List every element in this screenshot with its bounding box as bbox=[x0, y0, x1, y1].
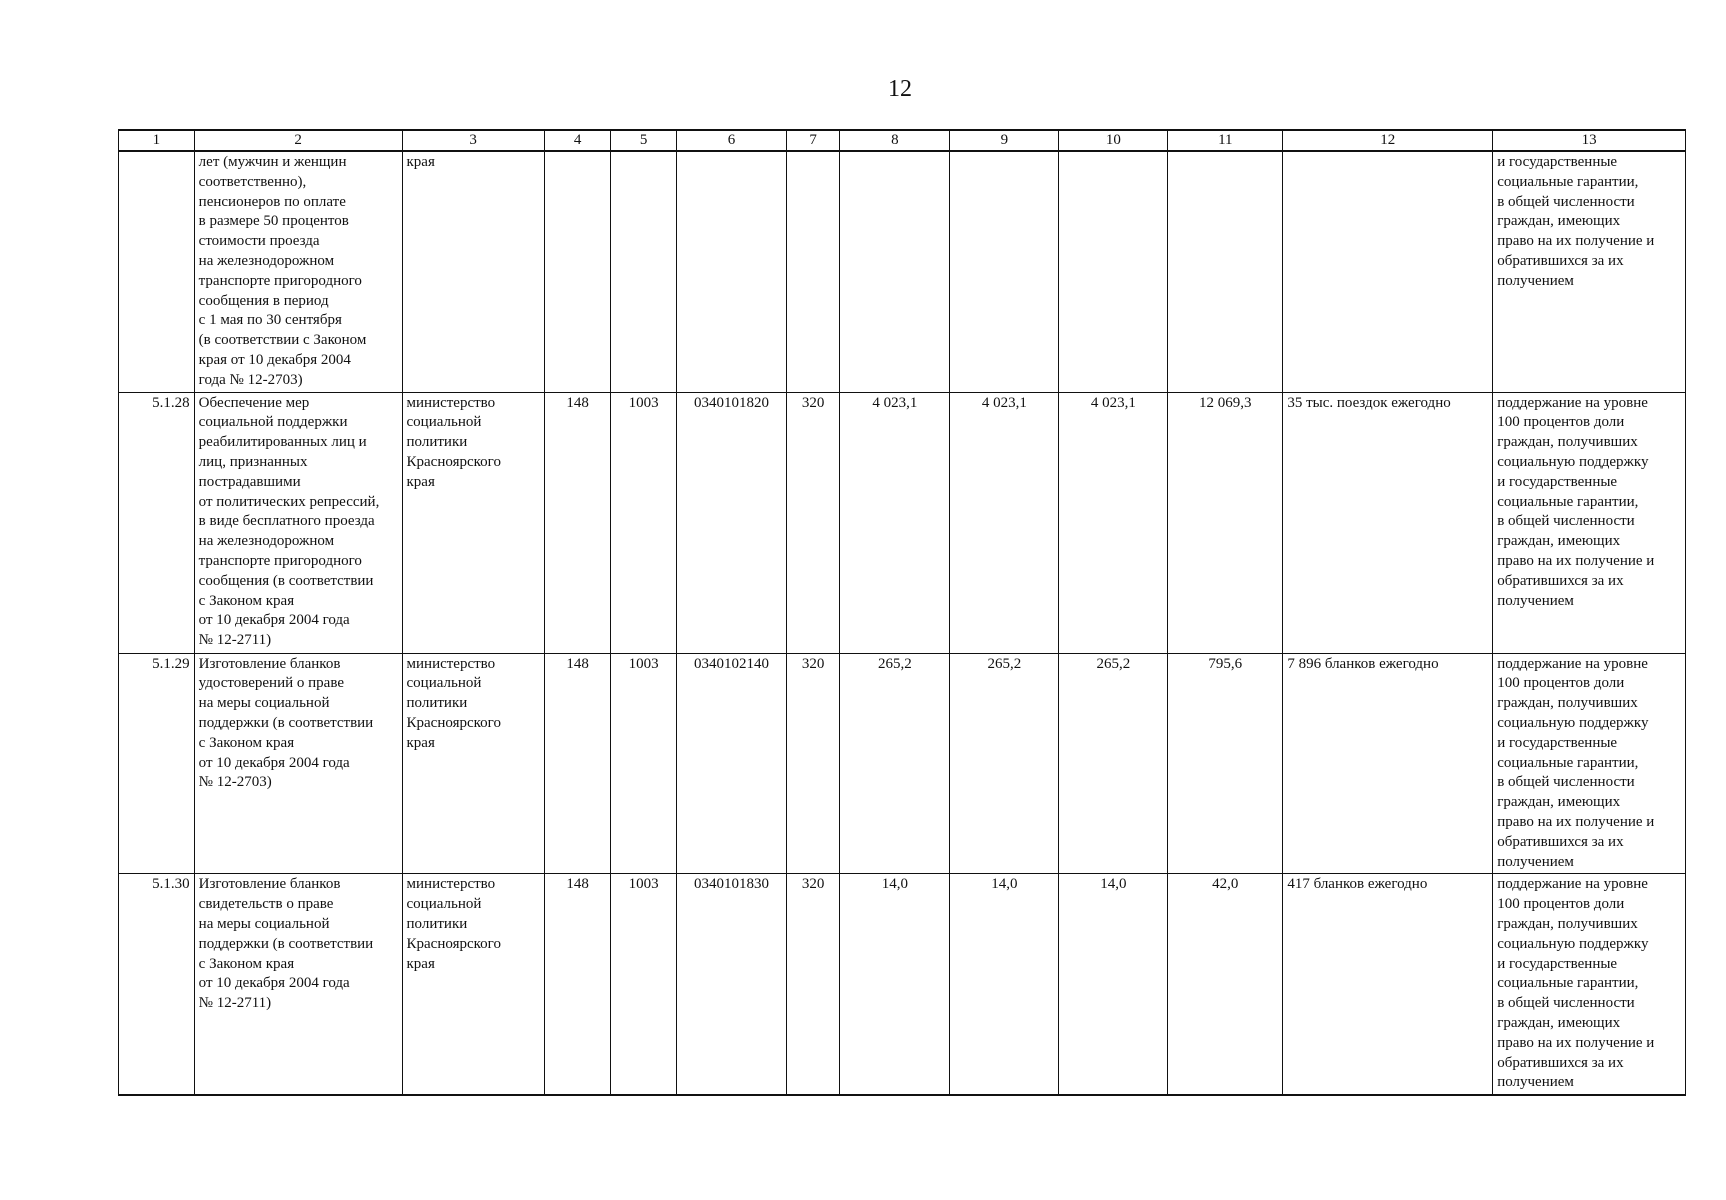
vr-code: 320 bbox=[786, 653, 839, 874]
amount-year-1: 4 023,1 bbox=[840, 392, 950, 653]
col-header: 6 bbox=[676, 130, 786, 151]
table-row bbox=[119, 874, 1686, 1095]
vr-code: 320 bbox=[786, 392, 839, 653]
grbs-code: 148 bbox=[544, 874, 611, 1095]
amount-year-2 bbox=[950, 151, 1059, 392]
responsible-executor: министерство социальной политики Красноярского края bbox=[402, 653, 544, 874]
rzpr-code bbox=[611, 151, 677, 392]
item-number: 5.1.29 bbox=[119, 653, 195, 874]
responsible-executor: министерство социальной политики Красноярского края bbox=[402, 392, 544, 653]
amount-year-3: 4 023,1 bbox=[1059, 392, 1168, 653]
amount-year-1: 265,2 bbox=[840, 653, 950, 874]
col-header: 12 bbox=[1283, 130, 1493, 151]
rzpr-code: 1003 bbox=[611, 653, 677, 874]
measure-name: лет (мужчин и женщин соответственно), пенсионеров по оплате в размере 50 процентов стоимости проезда на железнодорожном транспорте пригородного сообщения в период с 1 мая по 30 сентября (в соответствии с Законом края от 10 декабря 2004 года № 12-2703) bbox=[194, 151, 402, 392]
amount-total: 42,0 bbox=[1168, 874, 1283, 1095]
col-header: 10 bbox=[1059, 130, 1168, 151]
responsible-executor: края bbox=[402, 151, 544, 392]
responsible-executor: министерство социальной политики Красноярского края bbox=[402, 874, 544, 1095]
expected-result: 35 тыс. поездок ежегодно bbox=[1283, 392, 1493, 653]
program-measures-table bbox=[118, 129, 1686, 1096]
rzpr-code: 1003 bbox=[611, 392, 677, 653]
col-header: 13 bbox=[1493, 130, 1686, 151]
target-indicator: поддержание на уровне 100 процентов доли граждан, получивших социальную поддержку и государственные социальные гарантии, в общей численности граждан, имеющих право на их получение и обратившихся за их получением bbox=[1493, 653, 1686, 874]
expected-result: 7 896 бланков ежегодно bbox=[1283, 653, 1493, 874]
csr-code: 0340101830 bbox=[676, 874, 786, 1095]
col-header: 5 bbox=[611, 130, 677, 151]
measure-name: Обеспечение мер социальной поддержки реабилитированных лиц и лиц, признанных пострадавшими от политических репрессий, в виде бесплатного проезда на железнодорожном транспорте пригородного сообщения (в соответствии с Законом края от 10 декабря 2004 года № 12-2711) bbox=[194, 392, 402, 653]
csr-code: 0340101820 bbox=[676, 392, 786, 653]
amount-year-3: 265,2 bbox=[1059, 653, 1168, 874]
table-row bbox=[119, 151, 1686, 392]
expected-result bbox=[1283, 151, 1493, 392]
col-header: 8 bbox=[840, 130, 950, 151]
amount-total: 12 069,3 bbox=[1168, 392, 1283, 653]
page-number: 12 bbox=[888, 76, 912, 102]
col-header: 2 bbox=[194, 130, 402, 151]
rzpr-code: 1003 bbox=[611, 874, 677, 1095]
measure-name: Изготовление бланков удостоверений о праве на меры социальной поддержки (в соответствии с Законом края от 10 декабря 2004 года № 12-2703) bbox=[194, 653, 402, 874]
item-number bbox=[119, 151, 195, 392]
col-header: 11 bbox=[1168, 130, 1283, 151]
table-row bbox=[119, 392, 1686, 653]
target-indicator: поддержание на уровне 100 процентов доли граждан, получивших социальную поддержку и государственные социальные гарантии, в общей численности граждан, имеющих право на их получение и обратившихся за их получением bbox=[1493, 874, 1686, 1095]
col-header: 9 bbox=[950, 130, 1059, 151]
expected-result: 417 бланков ежегодно bbox=[1283, 874, 1493, 1095]
amount-year-1: 14,0 bbox=[840, 874, 950, 1095]
grbs-code bbox=[544, 151, 611, 392]
amount-year-2: 265,2 bbox=[950, 653, 1059, 874]
amount-year-2: 14,0 bbox=[950, 874, 1059, 1095]
target-indicator: и государственные социальные гарантии, в общей численности граждан, имеющих право на их получение и обратившихся за их получением bbox=[1493, 151, 1686, 392]
vr-code bbox=[786, 151, 839, 392]
table-row bbox=[119, 653, 1686, 874]
amount-year-2: 4 023,1 bbox=[950, 392, 1059, 653]
col-header: 4 bbox=[544, 130, 611, 151]
amount-total bbox=[1168, 151, 1283, 392]
col-header: 3 bbox=[402, 130, 544, 151]
csr-code bbox=[676, 151, 786, 392]
target-indicator: поддержание на уровне 100 процентов доли граждан, получивших социальную поддержку и государственные социальные гарантии, в общей численности граждан, имеющих право на их получение и обратившихся за их получением bbox=[1493, 392, 1686, 653]
item-number: 5.1.28 bbox=[119, 392, 195, 653]
amount-total: 795,6 bbox=[1168, 653, 1283, 874]
amount-year-1 bbox=[840, 151, 950, 392]
amount-year-3 bbox=[1059, 151, 1168, 392]
grbs-code: 148 bbox=[544, 392, 611, 653]
header-row bbox=[119, 130, 1686, 151]
col-header: 7 bbox=[786, 130, 839, 151]
measure-name: Изготовление бланков свидетельств о праве на меры социальной поддержки (в соответствии с Законом края от 10 декабря 2004 года № 12-2711) bbox=[194, 874, 402, 1095]
item-number: 5.1.30 bbox=[119, 874, 195, 1095]
amount-year-3: 14,0 bbox=[1059, 874, 1168, 1095]
csr-code: 0340102140 bbox=[676, 653, 786, 874]
grbs-code: 148 bbox=[544, 653, 611, 874]
col-header: 1 bbox=[119, 130, 195, 151]
vr-code: 320 bbox=[786, 874, 839, 1095]
